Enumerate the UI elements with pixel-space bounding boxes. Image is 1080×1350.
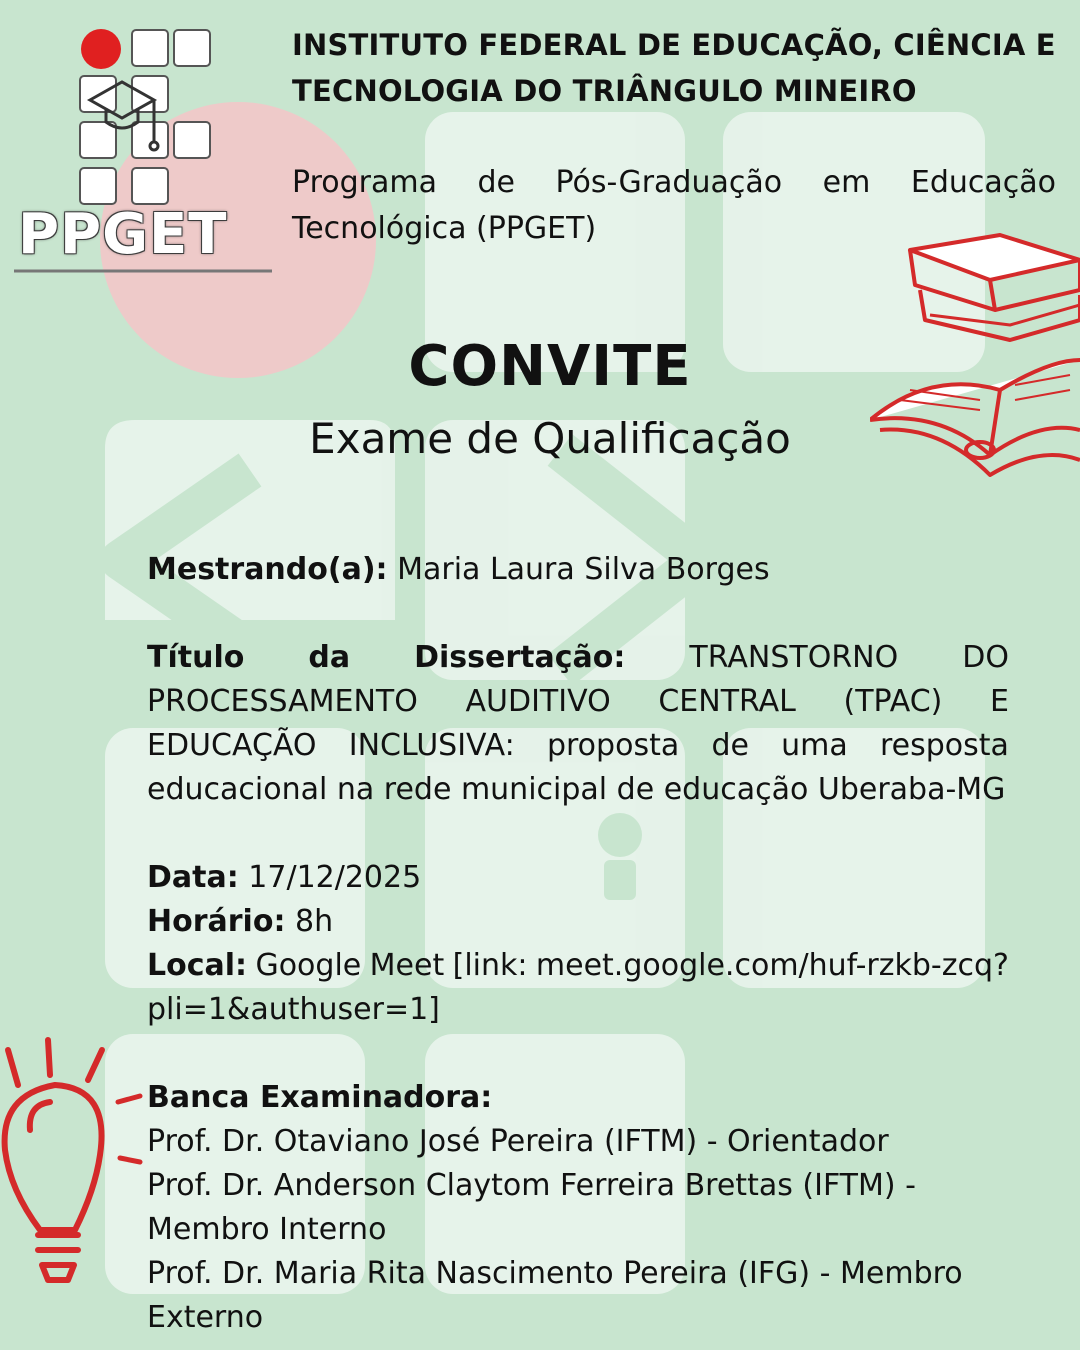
time-row	[147, 900, 1009, 944]
date-value: 17/12/2025	[248, 860, 422, 895]
student-name: Maria Laura Silva Borges	[397, 552, 770, 587]
logo-wordmark: PPGET	[18, 202, 228, 267]
logo-red-dot	[81, 29, 121, 69]
program-line-1	[292, 160, 1056, 206]
dissertation-block	[147, 636, 1009, 812]
program-word: Programa	[292, 165, 437, 200]
dissertation-label-word: Título	[147, 640, 245, 675]
location-word: Meet	[369, 948, 445, 983]
committee-member-line: Membro Interno	[147, 1212, 387, 1247]
dissertation-word: E	[990, 684, 1009, 719]
date-label: Data:	[147, 860, 239, 895]
dissertation-label-word: da	[308, 640, 351, 675]
committee-member-line: Prof. Dr. Maria Rita Nascimento Pereira (IFG) - Membro	[147, 1256, 963, 1291]
dissertation-line-4: educacional na rede municipal de educação Uberaba-MG	[147, 772, 1006, 807]
dissertation-word: EDUCAÇÃO	[147, 728, 317, 763]
lightbulb-icon	[0, 1030, 145, 1290]
committee-member-line: Prof. Dr. Otaviano José Pereira (IFTM) - Orientador	[147, 1124, 889, 1159]
dissertation-word: CENTRAL	[658, 684, 796, 719]
program-word: Educação	[910, 165, 1056, 200]
institution-line-1: INSTITUTO FEDERAL DE EDUCAÇÃO, CIÊNCIA E	[292, 28, 1056, 62]
committee-member-line: Externo	[147, 1300, 264, 1335]
time-label: Horário:	[147, 904, 286, 939]
program-line-2: Tecnológica (PPGET)	[292, 211, 597, 246]
dissertation-word: (TPAC)	[843, 684, 943, 719]
location-word: Google	[255, 948, 362, 983]
location-line-1	[147, 944, 1009, 988]
dissertation-line-3	[147, 724, 1009, 768]
student-row	[147, 548, 1009, 592]
dissertation-word: INCLUSIVA:	[348, 728, 515, 763]
page-subtitle: Exame de Qualificação	[309, 414, 791, 463]
date-row	[147, 856, 1009, 900]
invitation-details	[147, 548, 1009, 1340]
program-word: de	[477, 165, 515, 200]
dissertation-word: de	[711, 728, 749, 763]
dissertation-word: PROCESSAMENTO	[147, 684, 418, 719]
dissertation-line-1	[147, 636, 1009, 680]
committee-label: Banca Examinadora:	[147, 1080, 493, 1115]
dissertation-line-2	[147, 680, 1009, 724]
dissertation-word: AUDITIVO	[465, 684, 611, 719]
location-line-2: pli=1&authuser=1]	[147, 992, 440, 1027]
dissertation-word: resposta	[880, 728, 1009, 763]
meeting-link[interactable]: meet.google.com/huf-rzkb-zcq?	[535, 948, 1009, 983]
location-label: Local:	[147, 948, 248, 983]
dissertation-label-word: Dissertação:	[414, 640, 626, 675]
institution-line-2: TECNOLOGIA DO TRIÂNGULO MINEIRO	[292, 74, 917, 108]
committee-member-line: Prof. Dr. Anderson Claytom Ferreira Brettas (IFTM) -	[147, 1168, 916, 1203]
dissertation-word: DO	[962, 640, 1009, 675]
dissertation-word: TRANSTORNO	[689, 640, 899, 675]
time-value: 8h	[295, 904, 334, 939]
dissertation-word: proposta	[546, 728, 680, 763]
institution-name	[292, 22, 1062, 114]
dissertation-word: uma	[781, 728, 848, 763]
program-word: em	[822, 165, 871, 200]
committee-heading	[147, 1076, 1009, 1120]
program-word: Pós-Graduação	[555, 165, 783, 200]
page-title: CONVITE	[408, 334, 692, 399]
student-label: Mestrando(a):	[147, 552, 388, 587]
location-word: [link:	[452, 948, 528, 983]
